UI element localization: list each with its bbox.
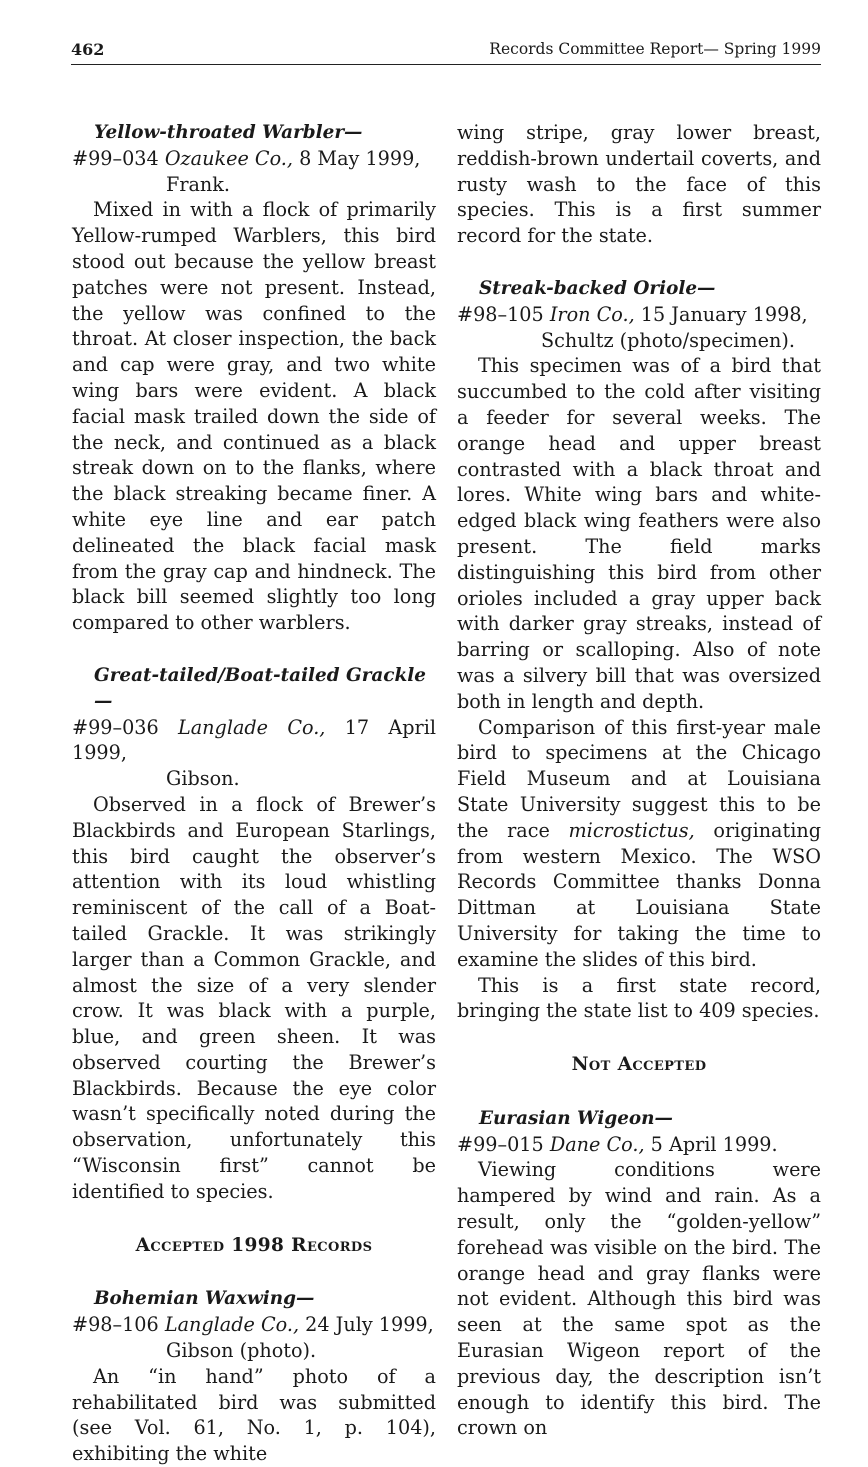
record-paragraph: This is a first state record, bringing the state list to 409 species. — [457, 973, 821, 1023]
record-entry — [457, 276, 821, 1024]
record-paragraph: Viewing conditions were hampered by wind and rain. As a result, only the “golden-yellow” forehead was visible on the bird. The orange head and gray flanks were not evident. Although this bird was seen at the same spot as the Eurasian Wigeon report of the previous day, the description isn’t enough to identify this bird. The crown on — [457, 1158, 821, 1440]
record-paragraph: An “in hand” photo of a rehabilitated bird was submitted (see Vol. 61, No. 1, p. 104), exhibiting the white — [72, 1364, 436, 1466]
county: Dane Co., — [549, 1132, 645, 1156]
record-paragraph: Mixed in with a flock of primarily Yellow-rumped Warblers, this bird stood out because the yellow breast patches were not present. Instead, the yellow was confined to the throat. At closer inspection, the back and cap were gray, and two white wing bars were evident. A black facial mask trailed down the side of the neck, and continued as a black streak down on to the flanks, where the black streaking became finer. A white eye line and ear patch delineated the black facial mask from the gray cap and hindneck. The black bill seemed slightly too long compared to other warblers. — [72, 198, 436, 635]
species-heading: Streak-backed Oriole— — [479, 277, 716, 299]
section-heading: Not Accepted — [571, 1054, 707, 1076]
record-line — [457, 1132, 821, 1158]
county: Langlade Co., — [178, 715, 326, 739]
record-paragraph: This specimen was of a bird that succumbed to the cold after visiting a feeder for several weeks. The orange head and upper breast contrasted with a black throat and lores. White wing bars and white-edged black wing feathers were also present. The field marks distinguishing this bird from other orioles included a gray upper back with darker gray streaks, instead of barring or scalloping. Also of note was a silvery bill that was oversized both in length and depth. — [457, 354, 821, 713]
record-line — [72, 146, 436, 172]
paragraph-text: originating from western Mexico. The WSO Records Committee thanks Donna Dittman at Louisiana State University for taking the time to examine the slides of this bird. — [457, 818, 821, 971]
record-date: 5 April 1999. — [650, 1132, 778, 1156]
record-number: #98–106 — [72, 1313, 159, 1337]
record-line — [72, 1312, 436, 1338]
species-heading: Bohemian Waxwing— — [94, 1288, 315, 1310]
record-entry — [72, 663, 436, 1205]
species-heading: Yellow-throated Warbler— — [94, 122, 363, 143]
observer: Frank. — [166, 172, 231, 196]
county: Ozaukee Co., — [164, 146, 293, 170]
record-line — [457, 302, 821, 328]
record-entry — [457, 1106, 821, 1441]
record-number: #99–034 — [72, 146, 159, 170]
section-heading: Accepted 1998 Records — [135, 1234, 373, 1256]
race-name: microstictus, — [568, 818, 695, 842]
record-entry — [72, 120, 436, 636]
record-entry — [72, 1286, 436, 1467]
record-line — [72, 715, 436, 767]
record-number: #99–015 — [457, 1132, 544, 1156]
running-title: Records Committee Report— Spring 1999 — [489, 40, 821, 58]
left-column — [72, 120, 436, 1467]
page-header — [71, 38, 821, 65]
paragraph-text: Comparison of this first-year male bird to specimens at the Chicago Field Museum and at Louisiana State University suggest this to be the race — [457, 715, 821, 842]
observer: Schultz (photo/specimen). — [541, 328, 795, 352]
species-heading: Great-tailed/Boat-tailed Grackle— — [94, 664, 426, 712]
record-date: 17 April 1999, — [72, 715, 436, 765]
record-date: 8 May 1999, — [299, 146, 421, 170]
record-paragraph: Observed in a flock of Brewer’s Blackbirds and European Starlings, this bird caught the observer’s attention with its loud whistling reminiscent of the call of a Boat-tailed Grackle. It was strikingly larger than a Common Grackle, and almost the size of a very slender crow. It was black with a purple, blue, and green sheen. It was observed courting the Brewer’s Blackbirds. Because the eye color wasn’t specifically noted during the observation, unfortunately this “Wisconsin first” cannot be identified to species. — [72, 792, 436, 1203]
page-number: 462 — [71, 40, 105, 59]
observer: Gibson (photo). — [166, 1339, 317, 1363]
record-paragraph — [457, 715, 821, 973]
species-heading: Eurasian Wigeon— — [479, 1107, 673, 1129]
observer: Gibson. — [166, 767, 240, 791]
record-number: #99–036 — [72, 715, 159, 739]
record-date: 15 January 1998, — [640, 302, 808, 326]
continued-paragraph: wing stripe, gray lower breast, reddish-brown undertail coverts, and rusty wash to the face of this species. This is a first summer record for the state. — [457, 121, 821, 248]
county: Iron Co., — [549, 302, 635, 326]
county: Langlade Co., — [164, 1313, 300, 1337]
record-number: #98–105 — [457, 302, 544, 326]
record-date: 24 July 1999, — [305, 1313, 434, 1337]
right-column — [457, 120, 821, 1441]
